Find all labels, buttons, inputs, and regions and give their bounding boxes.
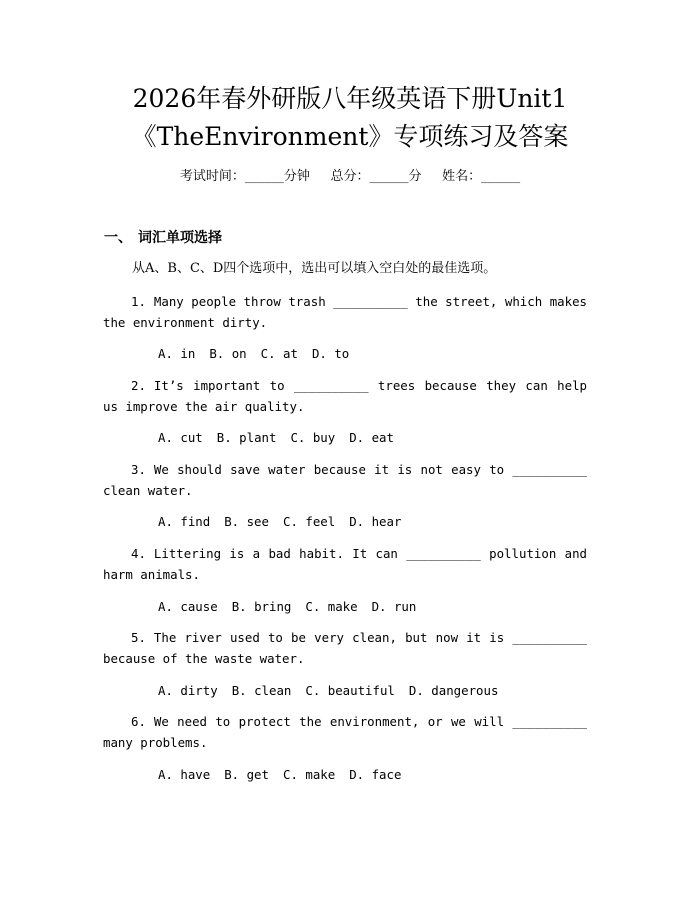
option-d: D. dangerous xyxy=(408,683,499,698)
question-options xyxy=(158,345,363,363)
option-d: D. to xyxy=(311,346,350,361)
question-body: Many people throw trash __________ the street, which makes the environment dirty. xyxy=(103,294,587,330)
question-text xyxy=(103,627,587,669)
question-number: 2. xyxy=(131,378,146,393)
option-b: B. see xyxy=(224,514,269,529)
question-body: The river used to be very clean, but now it is __________ because of the waste water. xyxy=(103,630,587,666)
section-instruction: 从A、B、C、D四个选项中，选出可以填入空白处的最佳选项。 xyxy=(132,261,497,276)
exam-info-line: 考试时间：______分钟 总分：______分 姓名：______ xyxy=(179,169,521,184)
section-title: 词汇单项选择 xyxy=(138,230,222,246)
option-a: A. cut xyxy=(158,430,203,445)
question-body: Littering is a bad habit. It can __________ pollution and harm animals. xyxy=(103,546,587,582)
document-title-line-1: 2026年春外研版八年级英语下册Unit1 xyxy=(132,84,568,113)
document-title-line-2: 《TheEnvironment》专项练习及答案 xyxy=(131,122,569,151)
option-b: B. bring xyxy=(231,599,292,614)
question-options xyxy=(158,766,415,784)
option-c: C. at xyxy=(260,346,298,361)
question-text xyxy=(103,291,587,333)
question-number: 3. xyxy=(131,462,146,477)
option-c: C. beautiful xyxy=(305,683,395,698)
question-options xyxy=(158,429,408,447)
question-body: It’s important to __________ trees because they can help us improve the air quality. xyxy=(103,378,587,414)
option-c: C. make xyxy=(305,599,358,614)
option-a: A. cause xyxy=(158,599,218,614)
option-b: B. plant xyxy=(216,430,277,445)
question-text xyxy=(103,543,587,585)
option-a: A. find xyxy=(158,514,211,529)
question-body: We should save water because it is not easy to __________ clean water. xyxy=(103,462,587,498)
option-a: A. have xyxy=(158,767,211,782)
question-body: We need to protect the environment, or we will __________ many problems. xyxy=(103,714,587,750)
question-number: 5. xyxy=(131,630,146,645)
section-heading xyxy=(104,229,222,247)
question-options xyxy=(158,513,415,531)
option-d: D. run xyxy=(371,599,417,614)
option-c: C. feel xyxy=(282,514,336,529)
question-text xyxy=(103,459,587,501)
option-a: A. in xyxy=(158,346,196,361)
option-d: D. eat xyxy=(349,430,394,445)
question-options xyxy=(158,598,430,616)
option-d: D. hear xyxy=(349,514,402,529)
option-b: B. clean xyxy=(231,683,292,698)
option-b: B. get xyxy=(224,767,269,782)
option-d: D. face xyxy=(349,767,402,782)
option-a: A. dirty xyxy=(158,683,218,698)
section-number: 一、 xyxy=(104,230,132,246)
option-c: C. buy xyxy=(290,430,336,445)
question-text xyxy=(103,375,587,417)
option-c: C. make xyxy=(282,767,336,782)
question-number: 4. xyxy=(131,546,146,561)
question-number: 6. xyxy=(131,714,146,729)
question-number: 1. xyxy=(131,294,146,309)
question-text xyxy=(103,711,587,753)
question-options xyxy=(158,682,512,700)
option-b: B. on xyxy=(209,346,247,361)
